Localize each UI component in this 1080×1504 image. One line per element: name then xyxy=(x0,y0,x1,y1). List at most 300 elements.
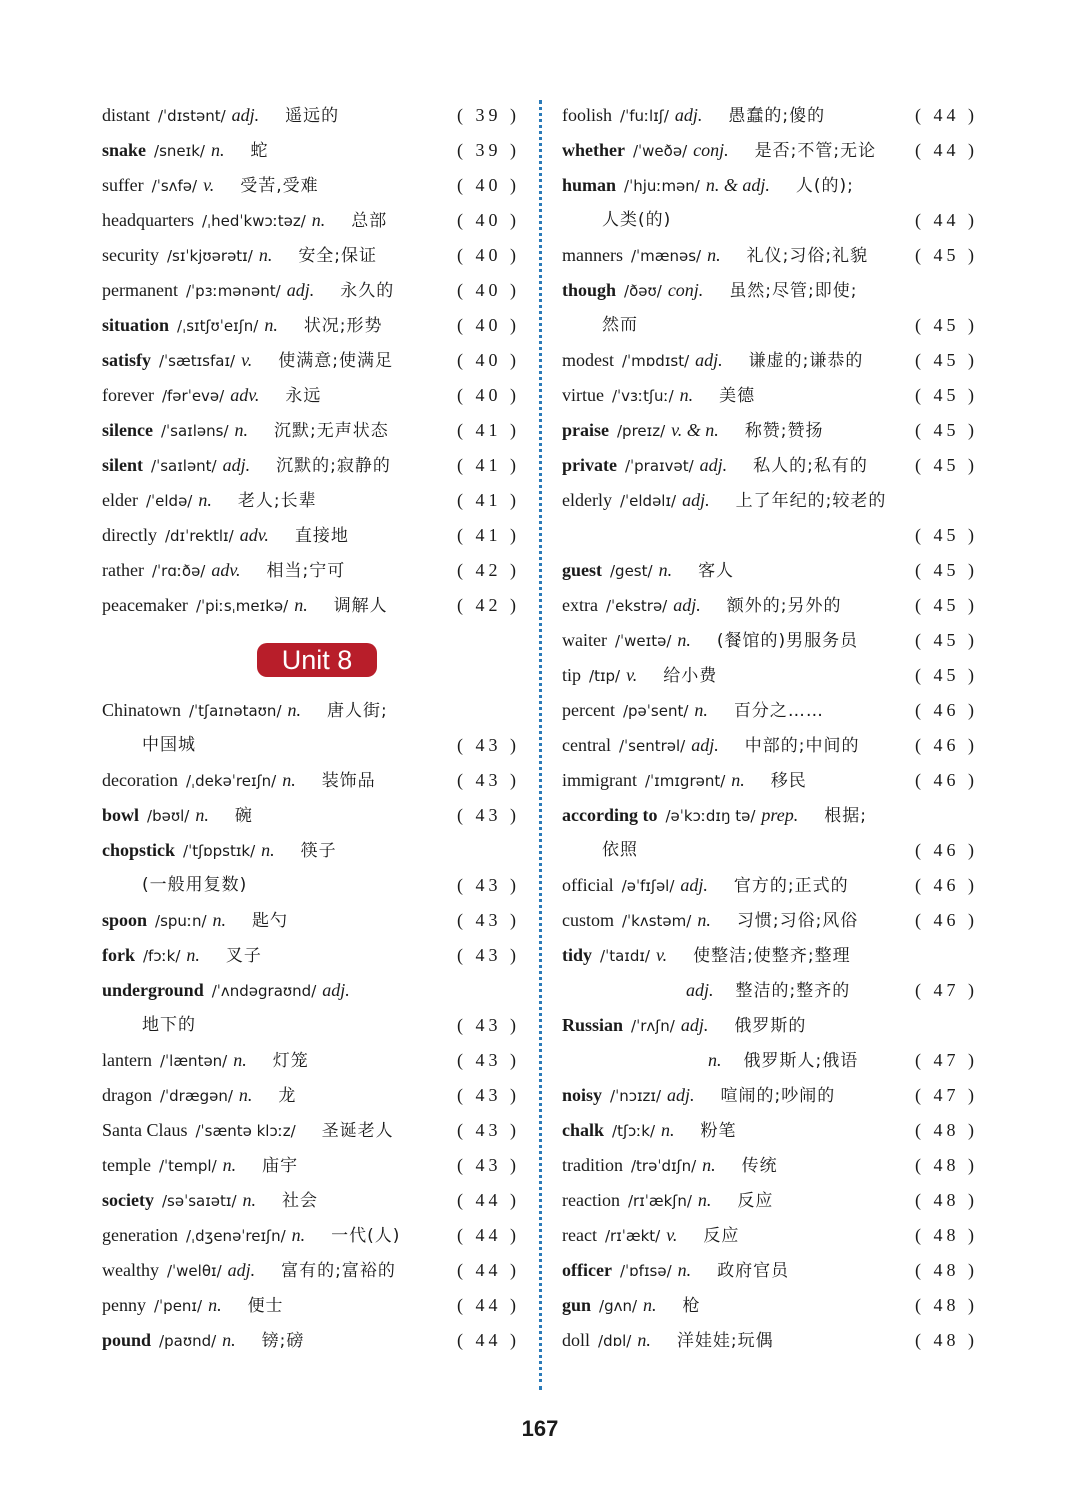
left-vocab-column xyxy=(102,98,520,1358)
page-reference: ( 45 ) xyxy=(915,245,978,265)
phonetic: /ˈweɪtə/ xyxy=(614,632,672,650)
entry-text xyxy=(102,273,394,309)
part-of-speech: adj. xyxy=(695,350,723,370)
entry-text xyxy=(102,1218,400,1254)
vocab-entry xyxy=(562,658,978,693)
page-reference: ( 41 ) xyxy=(457,490,520,510)
vocab-entry xyxy=(562,903,978,938)
entry-text xyxy=(562,1323,774,1359)
vocab-entry xyxy=(562,168,978,203)
part-of-speech: n. xyxy=(242,1190,257,1210)
entry-text xyxy=(562,378,755,414)
chinese-meaning: 装饰品 xyxy=(321,771,376,791)
vocab-entry xyxy=(562,553,978,588)
entry-text xyxy=(102,518,349,554)
part-of-speech: n. & adj. xyxy=(705,175,770,195)
headword: generation xyxy=(102,1225,178,1245)
page-reference: ( 43 ) xyxy=(457,735,520,755)
headword: spoon xyxy=(102,910,148,930)
part-of-speech: v. xyxy=(656,945,668,965)
part-of-speech: n. xyxy=(186,945,200,965)
entry-text xyxy=(102,1113,394,1149)
page-reference: ( 45 ) xyxy=(915,315,978,335)
entry-text xyxy=(602,833,638,868)
vocab-entry xyxy=(102,693,520,728)
entry-text xyxy=(102,238,377,274)
entry-text xyxy=(102,588,388,624)
part-of-speech: n. xyxy=(637,1330,651,1350)
chinese-meaning: 喧闹的;吵闹的 xyxy=(720,1086,836,1106)
phonetic: /səˈsaɪətɪ/ xyxy=(161,1192,237,1210)
part-of-speech: n. xyxy=(264,315,278,335)
part-of-speech: n. xyxy=(694,700,708,720)
phonetic: /ˌdekəˈreɪʃn/ xyxy=(185,772,277,790)
chinese-meaning: (一般用复数) xyxy=(142,875,248,895)
chinese-meaning: 是否;不管;无论 xyxy=(754,141,877,161)
chinese-meaning: 社会 xyxy=(282,1191,319,1211)
part-of-speech: n. xyxy=(233,1050,247,1070)
entry-text xyxy=(102,168,319,204)
chinese-meaning: 私人的;私有的 xyxy=(753,456,868,476)
phonetic: /ˈʌndəgraʊnd/ xyxy=(211,982,317,1000)
entry-text xyxy=(562,483,886,519)
phonetic: /ˈnɔɪzɪ/ xyxy=(610,1087,662,1105)
chinese-meaning: 传统 xyxy=(741,1156,778,1176)
phonetic: /ˈɒfɪsə/ xyxy=(619,1262,672,1280)
page-reference: ( 45 ) xyxy=(915,595,978,615)
headword: peacemaker xyxy=(102,595,188,615)
part-of-speech: adj. xyxy=(227,1260,256,1280)
page-reference: ( 39 ) xyxy=(457,105,520,125)
vocab-entry xyxy=(562,273,978,308)
part-of-speech: n. xyxy=(291,1225,306,1245)
vocab-entry xyxy=(102,378,520,413)
chinese-meaning: 蛇 xyxy=(250,141,269,161)
vocab-entry xyxy=(562,588,978,623)
headword: private xyxy=(562,455,617,475)
vocab-entry xyxy=(102,203,520,238)
headword: percent xyxy=(562,700,615,720)
headword: bowl xyxy=(102,805,140,825)
page-reference: ( 40 ) xyxy=(457,385,520,405)
page-reference: ( 41 ) xyxy=(457,455,520,475)
vocab-entry-continuation xyxy=(562,833,978,868)
vocab-entry xyxy=(102,903,520,938)
entry-text xyxy=(562,168,854,204)
chinese-meaning: 受苦,受难 xyxy=(240,176,319,196)
phonetic: /ðəʊ/ xyxy=(624,282,662,300)
chinese-meaning: 洋娃娃;玩偶 xyxy=(676,1331,774,1351)
headword: Chinatown xyxy=(102,700,181,720)
vocab-entry xyxy=(102,763,520,798)
chinese-meaning: 富有的;富裕的 xyxy=(281,1261,396,1281)
phonetic: /ˈeldəlɪ/ xyxy=(619,492,677,510)
vocab-entry xyxy=(102,973,520,1008)
entry-text xyxy=(562,693,824,729)
chinese-meaning: 遥远的 xyxy=(285,106,340,126)
entry-text xyxy=(562,658,717,694)
chinese-meaning: 政府官员 xyxy=(717,1261,790,1281)
phonetic: /rɪˈækt/ xyxy=(604,1227,661,1245)
vocab-entry xyxy=(102,553,520,588)
chinese-meaning: 使满意;使满足 xyxy=(278,351,393,371)
phonetic: /ˈpɜːmənənt/ xyxy=(185,282,281,300)
page-reference: ( 43 ) xyxy=(457,945,520,965)
vocab-entry xyxy=(562,938,978,973)
unit-badge: Unit 8 xyxy=(257,643,377,677)
chinese-meaning: 永久的 xyxy=(340,281,395,301)
entry-text xyxy=(102,693,388,729)
entry-text xyxy=(102,553,345,589)
entry-text xyxy=(562,1078,835,1114)
headword: extra xyxy=(562,595,598,615)
page-reference: ( 45 ) xyxy=(915,665,978,685)
phonetic: /dɪˈrektlɪ/ xyxy=(164,527,234,545)
page-reference: ( 45 ) xyxy=(915,385,978,405)
chinese-meaning: 俄罗斯人;俄语 xyxy=(743,1051,859,1071)
headword: waiter xyxy=(562,630,607,650)
vocab-entry xyxy=(102,413,520,448)
chinese-meaning: 中国城 xyxy=(142,735,196,755)
vocab-entry xyxy=(102,1218,520,1253)
part-of-speech: n. xyxy=(661,1120,675,1140)
headword: chopstick xyxy=(102,840,176,860)
vocab-entry xyxy=(102,238,520,273)
vocab-entry xyxy=(562,448,978,483)
vocab-entry xyxy=(562,413,978,448)
part-of-speech: adj. xyxy=(674,105,703,125)
part-of-speech: n. xyxy=(222,1330,236,1350)
headword: tidy xyxy=(562,945,593,965)
headword: lantern xyxy=(102,1050,152,1070)
headword: forever xyxy=(102,385,154,405)
page-reference: ( 43 ) xyxy=(457,1120,520,1140)
phonetic: /fərˈevə/ xyxy=(161,387,225,405)
part-of-speech: v. xyxy=(241,350,253,370)
page-reference: ( 47 ) xyxy=(915,1085,978,1105)
part-of-speech: adj. xyxy=(691,735,719,755)
page-reference: ( 44 ) xyxy=(457,1260,520,1280)
page-reference: ( 46 ) xyxy=(915,770,978,790)
headword: society xyxy=(102,1190,154,1210)
vocab-entry xyxy=(562,98,978,133)
vocab-entry xyxy=(102,1113,520,1148)
headword: official xyxy=(562,875,614,895)
phonetic: /pəˈsent/ xyxy=(622,702,689,720)
entry-text xyxy=(142,728,196,763)
headword: react xyxy=(562,1225,597,1245)
chinese-meaning: 安全;保证 xyxy=(298,246,378,266)
page-reference: ( 42 ) xyxy=(457,560,520,580)
part-of-speech: n. xyxy=(702,1155,716,1175)
headword: Santa Claus xyxy=(102,1120,188,1140)
entry-text xyxy=(562,1288,701,1324)
headword: distant xyxy=(102,105,150,125)
vocab-entry xyxy=(102,1078,520,1113)
headword: Russian xyxy=(562,1015,624,1035)
phonetic: /ˈrɑːðə/ xyxy=(151,562,206,580)
entry-text xyxy=(562,903,858,939)
phonetic: /ˈtaɪdɪ/ xyxy=(600,947,650,965)
page-reference: ( 46 ) xyxy=(915,875,978,895)
entry-text xyxy=(562,133,876,169)
phonetic: /dɒl/ xyxy=(598,1332,632,1350)
headword: rather xyxy=(102,560,144,580)
headword: foolish xyxy=(562,105,613,125)
page-reference: ( 48 ) xyxy=(915,1260,978,1280)
page-reference: ( 42 ) xyxy=(457,595,520,615)
headword: dragon xyxy=(102,1085,152,1105)
phonetic: /tʃɔːk/ xyxy=(612,1122,656,1140)
phonetic: /ˈsaɪləns/ xyxy=(161,422,229,440)
page-reference: ( 44 ) xyxy=(915,210,978,230)
headword: underground xyxy=(102,980,204,1000)
vocab-entry xyxy=(562,868,978,903)
phonetic: /ˈweðə/ xyxy=(632,142,688,160)
phonetic: /ˈfuːlɪʃ/ xyxy=(620,107,669,125)
part-of-speech: n. xyxy=(208,1295,222,1315)
page-reference: ( 41 ) xyxy=(457,525,520,545)
page-reference: ( 43 ) xyxy=(457,875,520,895)
entry-text xyxy=(562,623,858,659)
headword: temple xyxy=(102,1155,151,1175)
page-reference: ( 48 ) xyxy=(915,1190,978,1210)
part-of-speech: n. xyxy=(731,770,745,790)
headword: tradition xyxy=(562,1155,623,1175)
entry-text xyxy=(102,203,387,239)
vocab-entry xyxy=(562,763,978,798)
part-of-speech: adv. xyxy=(230,385,260,405)
chinese-meaning: 依照 xyxy=(602,840,638,860)
vocab-entry-continuation xyxy=(562,973,978,1008)
chinese-meaning: 额外的;另外的 xyxy=(726,596,842,616)
chinese-meaning: 圣诞老人 xyxy=(321,1121,394,1141)
part-of-speech: n. xyxy=(679,385,694,405)
vocab-entry xyxy=(562,1113,978,1148)
chinese-meaning: 人类(的) xyxy=(602,210,672,230)
part-of-speech: n. xyxy=(222,1155,237,1175)
part-of-speech: conj. xyxy=(667,280,704,300)
phonetic: /paʊnd/ xyxy=(159,1332,217,1350)
entry-text xyxy=(562,763,807,799)
part-of-speech: adj. xyxy=(286,280,315,300)
page-reference: ( 44 ) xyxy=(915,105,978,125)
page-reference: ( 48 ) xyxy=(915,1155,978,1175)
part-of-speech: n. xyxy=(238,1085,253,1105)
page-reference: ( 43 ) xyxy=(457,1050,520,1070)
chinese-meaning: 整洁的;整齐的 xyxy=(735,981,851,1001)
headword: wealthy xyxy=(102,1260,159,1280)
headword: according to xyxy=(562,805,658,825)
headword: elderly xyxy=(562,490,612,510)
chinese-meaning: 碗 xyxy=(234,806,253,826)
entry-text xyxy=(562,98,825,134)
entry-text xyxy=(102,798,253,834)
page-reference: ( 43 ) xyxy=(457,770,520,790)
part-of-speech: adj. xyxy=(322,980,350,1000)
entry-text xyxy=(562,588,841,624)
entry-text xyxy=(102,413,389,449)
headword: decoration xyxy=(102,770,178,790)
entry-text xyxy=(562,1008,806,1044)
chinese-meaning: 中部的;中间的 xyxy=(744,736,860,756)
page-reference: ( 48 ) xyxy=(915,1120,978,1140)
headword: whether xyxy=(562,140,625,160)
part-of-speech: n. xyxy=(210,140,225,160)
headword: situation xyxy=(102,315,170,335)
headword: silent xyxy=(102,455,144,475)
page-reference: ( 46 ) xyxy=(915,840,978,860)
chinese-meaning: 愚蠢的;傻的 xyxy=(728,106,826,126)
entry-text xyxy=(562,728,859,764)
entry-text xyxy=(102,938,262,974)
chinese-meaning: 筷子 xyxy=(300,841,337,861)
part-of-speech: adj. xyxy=(682,490,710,510)
chinese-meaning: 官方的;正式的 xyxy=(733,876,849,896)
vocab-entry xyxy=(102,1253,520,1288)
chinese-meaning: 镑;磅 xyxy=(261,1331,305,1351)
chinese-meaning: 调解人 xyxy=(333,596,388,616)
entry-text xyxy=(686,973,850,1009)
headword: officer xyxy=(562,1260,612,1280)
headword: praise xyxy=(562,420,609,440)
phonetic: /ˈekstrə/ xyxy=(605,597,668,615)
phonetic: /ˈɪmɪgrənt/ xyxy=(645,772,726,790)
page-reference: ( 45 ) xyxy=(915,630,978,650)
headword: central xyxy=(562,735,611,755)
part-of-speech: n. xyxy=(697,1190,712,1210)
part-of-speech: n. xyxy=(643,1295,657,1315)
phonetic: /ˈlæntən/ xyxy=(159,1052,228,1070)
chinese-meaning: 庙宇 xyxy=(262,1156,299,1176)
phonetic: /ˈtʃɒpstɪk/ xyxy=(183,842,256,860)
chinese-meaning: 然而 xyxy=(602,315,638,335)
page-reference: ( 44 ) xyxy=(457,1295,520,1315)
entry-text xyxy=(602,308,638,343)
chinese-meaning: 俄罗斯的 xyxy=(734,1016,807,1036)
part-of-speech: n. xyxy=(258,245,273,265)
vocab-entry xyxy=(102,1323,520,1358)
chinese-meaning: 永远 xyxy=(285,386,322,406)
page-reference: ( 44 ) xyxy=(457,1330,520,1350)
phonetic: /əˈfɪʃəl/ xyxy=(621,877,675,895)
page-reference: ( 44 ) xyxy=(915,140,978,160)
headword: doll xyxy=(562,1330,591,1350)
part-of-speech: adj. xyxy=(680,1015,709,1035)
phonetic: /ˈtʃaɪnətaʊn/ xyxy=(189,702,282,720)
phonetic: /bəʊl/ xyxy=(147,807,190,825)
page-reference: ( 44 ) xyxy=(457,1190,520,1210)
vocab-entry xyxy=(562,378,978,413)
entry-text xyxy=(102,1148,298,1184)
entry-text xyxy=(102,1323,304,1359)
phonetic: /gʌn/ xyxy=(599,1297,638,1315)
part-of-speech: n. xyxy=(294,595,308,615)
vocab-entry xyxy=(102,798,520,833)
vocab-entry xyxy=(102,98,520,133)
phonetic: /fɔːk/ xyxy=(143,947,181,965)
headword: modest xyxy=(562,350,614,370)
chinese-meaning: 粉笔 xyxy=(700,1121,737,1141)
vocab-entry xyxy=(562,1008,978,1043)
vocab-entry xyxy=(102,343,520,378)
part-of-speech: n. xyxy=(212,910,227,930)
headword: silence xyxy=(102,420,153,440)
chinese-meaning: 总部 xyxy=(351,211,388,231)
page-number: 167 xyxy=(521,1416,559,1441)
phonetic: /trəˈdɪʃn/ xyxy=(631,1157,697,1175)
headword: manners xyxy=(562,245,623,265)
chinese-meaning: 称赞;赞扬 xyxy=(744,421,824,441)
page-reference: ( 43 ) xyxy=(457,1015,520,1035)
phonetic: /gest/ xyxy=(610,562,653,580)
part-of-speech: n. xyxy=(707,245,721,265)
chinese-meaning: 礼仪;习俗;礼貌 xyxy=(746,246,869,266)
page-reference: ( 46 ) xyxy=(915,700,978,720)
entry-text xyxy=(708,1043,858,1079)
headword: immigrant xyxy=(562,770,637,790)
vocab-entry-continuation xyxy=(562,203,978,238)
page-reference: ( 40 ) xyxy=(457,210,520,230)
vocab-entry-continuation xyxy=(562,1043,978,1078)
phonetic: /sɪˈkjʊərətɪ/ xyxy=(166,247,253,265)
vocab-entry xyxy=(562,483,978,518)
page-reference: ( 45 ) xyxy=(915,560,978,580)
phonetic: /ˈwelθɪ/ xyxy=(166,1262,222,1280)
vocab-entry xyxy=(102,133,520,168)
vocab-entry-continuation xyxy=(102,868,520,903)
phonetic: /ˈrʌʃn/ xyxy=(631,1017,675,1035)
vocab-entry xyxy=(102,588,520,623)
entry-text xyxy=(102,98,339,134)
chinese-meaning: (餐馆的)男服务员 xyxy=(716,631,859,651)
phonetic: /ˈtempl/ xyxy=(158,1157,217,1175)
headword: custom xyxy=(562,910,614,930)
part-of-speech: adj. xyxy=(673,595,701,615)
phonetic: /ˈmænəs/ xyxy=(630,247,702,265)
vocab-entry xyxy=(562,238,978,273)
page-reference: ( 45 ) xyxy=(915,525,978,545)
entry-text xyxy=(102,1078,296,1114)
entry-text xyxy=(562,1183,773,1219)
vocab-entry xyxy=(102,308,520,343)
part-of-speech: n. xyxy=(697,910,711,930)
vocab-entry xyxy=(562,728,978,763)
phonetic: /ˌsɪtʃʊˈeɪʃn/ xyxy=(177,317,259,335)
entry-text xyxy=(102,973,350,1009)
chinese-meaning: 便士 xyxy=(247,1296,284,1316)
chinese-meaning: 相当;宁可 xyxy=(266,561,346,581)
entry-text xyxy=(562,1253,789,1289)
part-of-speech: adj. xyxy=(231,105,260,125)
entry-text xyxy=(102,483,317,519)
phonetic: /ˈpraɪvət/ xyxy=(624,457,694,475)
page-reference: ( 39 ) xyxy=(457,140,520,160)
part-of-speech: adj. xyxy=(222,455,251,475)
entry-text xyxy=(102,1183,318,1219)
phonetic: /ˈsentrəl/ xyxy=(618,737,686,755)
entry-text xyxy=(562,273,858,309)
headword: pound xyxy=(102,1330,152,1350)
headword: chalk xyxy=(562,1120,605,1140)
chinese-meaning: 百分之…… xyxy=(733,701,824,721)
part-of-speech: v. xyxy=(203,175,215,195)
phonetic: /ˈsætɪsfaɪ/ xyxy=(159,352,236,370)
phonetic: /spuːn/ xyxy=(155,912,207,930)
right-vocab-column xyxy=(562,98,978,1358)
phonetic: /preɪz/ xyxy=(617,422,666,440)
part-of-speech: n. xyxy=(282,770,296,790)
